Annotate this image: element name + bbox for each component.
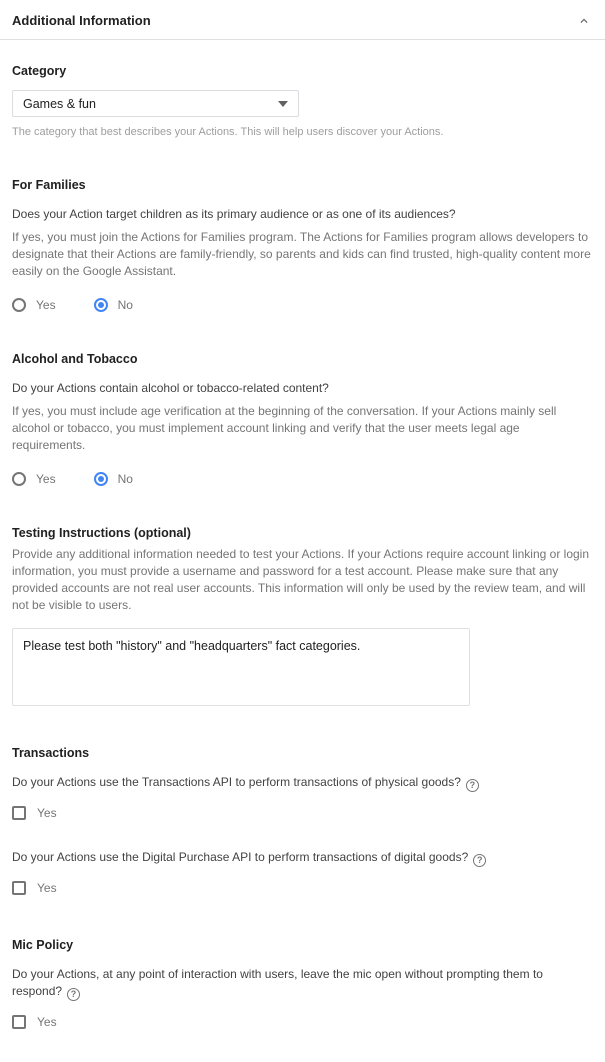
- category-label: Category: [12, 64, 67, 78]
- dropdown-caret-icon: [278, 101, 288, 107]
- category-selected-value: Games & fun: [23, 96, 96, 111]
- checkbox-label: Yes: [37, 1015, 57, 1029]
- radio-unselected-icon: [12, 298, 26, 312]
- for-families-radio-group: [12, 298, 593, 312]
- testing-instructions-description: Provide any additional information needed to test your Actions. If your Actions require account linking or login information, you must provide a username and password for a test account. Please make sure that any provided accounts are not real user accounts. This information will only be used by the review team, and will not be visible to users.: [12, 547, 590, 612]
- testing-instructions-textarea[interactable]: [12, 628, 470, 706]
- radio-no-label: No: [117, 298, 133, 312]
- panel-header: [0, 0, 605, 40]
- category-select[interactable]: [12, 90, 299, 117]
- radio-yes-label: Yes: [36, 472, 56, 486]
- mic-policy-checkbox[interactable]: [12, 1015, 57, 1029]
- alcohol-tobacco-radio-yes[interactable]: [12, 472, 56, 486]
- checkbox-label: Yes: [37, 806, 57, 820]
- transactions-physical-checkbox[interactable]: [12, 806, 57, 820]
- help-icon[interactable]: ?: [466, 779, 479, 792]
- for-families-heading: For Families: [12, 178, 86, 192]
- transactions-heading: Transactions: [12, 746, 90, 760]
- transactions-physical-question-text: Do your Actions use the Transactions API to perform transactions of physical goods?: [12, 775, 461, 789]
- help-icon[interactable]: ?: [67, 988, 80, 1001]
- category-helper-text: The category that best describes your Actions. This will help users discover your Actions.: [12, 126, 444, 138]
- alcohol-tobacco-radio-group: [12, 472, 593, 486]
- transactions-digital-question: [12, 849, 593, 867]
- mic-policy-question: [12, 966, 593, 1001]
- mic-policy-question-text: Do your Actions, at any point of interaction with users, leave the mic open without prompting them to respond?: [12, 967, 543, 998]
- radio-no-label: No: [117, 472, 133, 486]
- radio-selected-icon: [94, 472, 108, 486]
- transactions-digital-checkbox[interactable]: [12, 881, 57, 895]
- radio-yes-label: Yes: [36, 298, 56, 312]
- for-families-radio-yes[interactable]: [12, 298, 56, 312]
- for-families-description: If yes, you must join the Actions for Families program. The Actions for Families program allows developers to designate that their Actions are family-friendly, so parents and kids can find trusted, high-quality content more easily on the Google Assistant.: [12, 230, 591, 278]
- section-title: Additional Information: [12, 13, 151, 28]
- checkbox-unchecked-icon: [12, 806, 26, 820]
- alcohol-tobacco-description: If yes, you must include age verification at the beginning of the conversation. If your Actions mainly sell alcohol or tobacco, you must implement account linking and verify that the user meets legal age requirements.: [12, 404, 557, 452]
- radio-unselected-icon: [12, 472, 26, 486]
- testing-instructions-heading: Testing Instructions (optional): [12, 526, 191, 540]
- mic-policy-heading: Mic Policy: [12, 938, 74, 952]
- for-families-radio-no[interactable]: [94, 298, 133, 312]
- checkbox-unchecked-icon: [12, 1015, 26, 1029]
- checkbox-unchecked-icon: [12, 881, 26, 895]
- alcohol-tobacco-question: Do your Actions contain alcohol or tobacco-related content?: [12, 381, 329, 395]
- alcohol-tobacco-heading: Alcohol and Tobacco: [12, 352, 138, 366]
- help-icon[interactable]: ?: [473, 854, 486, 867]
- radio-selected-icon: [94, 298, 108, 312]
- checkbox-label: Yes: [37, 881, 57, 895]
- transactions-digital-question-text: Do your Actions use the Digital Purchase API to perform transactions of digital goods?: [12, 850, 469, 864]
- chevron-up-icon: [577, 14, 591, 28]
- for-families-question: Does your Action target children as its primary audience or as one of its audiences?: [12, 207, 456, 221]
- transactions-physical-question: [12, 774, 593, 792]
- collapse-section-button[interactable]: [577, 14, 591, 28]
- alcohol-tobacco-radio-no[interactable]: [94, 472, 133, 486]
- panel-content: [0, 64, 605, 1062]
